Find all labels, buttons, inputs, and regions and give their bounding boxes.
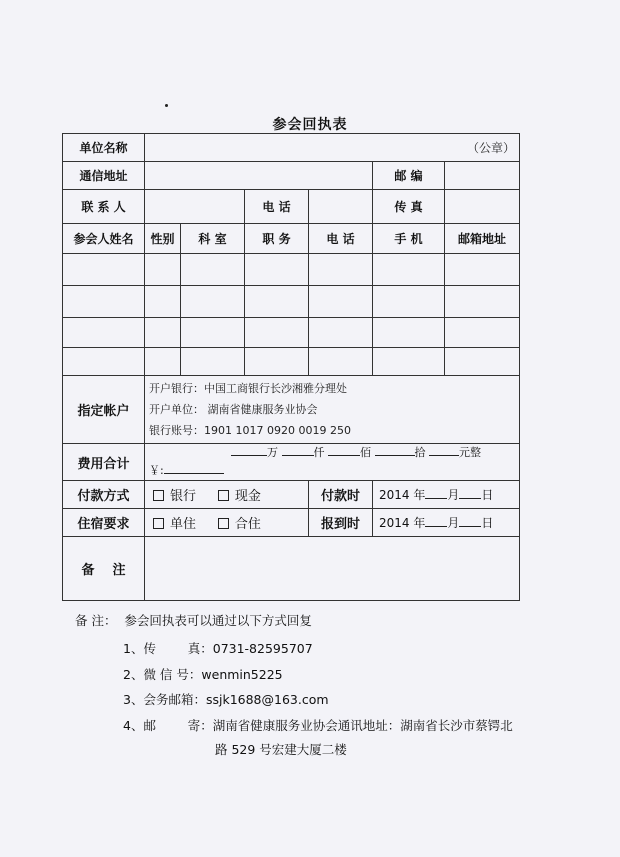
checkbox-icon[interactable] bbox=[218, 518, 229, 529]
fee-field[interactable] bbox=[145, 444, 520, 481]
checkbox-icon[interactable] bbox=[153, 518, 164, 529]
attendee-row bbox=[63, 254, 520, 286]
cell[interactable] bbox=[63, 348, 145, 376]
header-department: 科 室 bbox=[181, 224, 245, 254]
unit-shi: 拾 bbox=[414, 446, 426, 459]
cell[interactable] bbox=[63, 286, 145, 318]
note-mail: 4、邮 寄：湖南省健康服务业协会通讯地址：湖南省长沙市蔡锷北 bbox=[123, 718, 513, 733]
seal-note: （公章） bbox=[467, 141, 516, 155]
cell[interactable] bbox=[245, 254, 309, 286]
header-email: 邮箱地址 bbox=[445, 224, 520, 254]
checkbox-icon[interactable] bbox=[153, 490, 164, 501]
yuan-symbol: ￥: bbox=[149, 464, 164, 477]
unit-name-field[interactable] bbox=[145, 134, 520, 162]
contact-label: 联 系 人 bbox=[63, 190, 145, 224]
attendee-row bbox=[63, 286, 520, 318]
date-day: 日 bbox=[481, 516, 494, 530]
header-mobile: 手 机 bbox=[373, 224, 445, 254]
fax-label: 传 真 bbox=[373, 190, 445, 224]
payment-options bbox=[145, 481, 309, 509]
date-month: 月 bbox=[447, 516, 460, 530]
cell[interactable] bbox=[309, 348, 373, 376]
cell[interactable] bbox=[181, 318, 245, 348]
attendee-row bbox=[63, 348, 520, 376]
reply-notes bbox=[75, 613, 575, 757]
cell[interactable] bbox=[373, 348, 445, 376]
date-month: 月 bbox=[447, 488, 460, 502]
option-label: 合住 bbox=[234, 517, 261, 532]
cell[interactable] bbox=[181, 348, 245, 376]
cell[interactable] bbox=[309, 254, 373, 286]
date-year: 2014 年 bbox=[379, 516, 426, 530]
notes-heading: 备 注： 参会回执表可以通过以下方式回复 bbox=[75, 613, 312, 628]
payment-date-field[interactable] bbox=[373, 481, 520, 509]
postcode-field[interactable] bbox=[445, 162, 520, 190]
unit-wan: 万 bbox=[267, 446, 278, 459]
cell[interactable] bbox=[181, 286, 245, 318]
payment-label: 付款方式 bbox=[63, 481, 145, 509]
unit-name-label: 单位名称 bbox=[63, 134, 145, 162]
cell[interactable] bbox=[445, 348, 520, 376]
contact-field[interactable] bbox=[145, 190, 245, 224]
address-label: 通信地址 bbox=[63, 162, 145, 190]
header-phone: 电 话 bbox=[309, 224, 373, 254]
remark-label: 备 注 bbox=[63, 537, 145, 601]
note-fax: 1、传 真：0731-82595707 bbox=[123, 641, 313, 656]
cell[interactable] bbox=[373, 286, 445, 318]
cell[interactable] bbox=[445, 254, 520, 286]
form-title: 参会回执表 bbox=[272, 117, 348, 133]
cell[interactable] bbox=[245, 286, 309, 318]
postcode-label: 邮 编 bbox=[373, 162, 445, 190]
note-mail-continuation: 路 529 号宏建大厦二楼 bbox=[215, 742, 347, 757]
cell[interactable] bbox=[145, 286, 181, 318]
header-name: 参会人姓名 bbox=[63, 224, 145, 254]
cell[interactable] bbox=[63, 318, 145, 348]
lodging-single-option[interactable] bbox=[153, 513, 196, 532]
cell[interactable] bbox=[245, 318, 309, 348]
cell[interactable] bbox=[145, 254, 181, 286]
remark-field[interactable] bbox=[145, 537, 520, 601]
phone-label: 电 话 bbox=[245, 190, 309, 224]
attendee-header-row bbox=[63, 224, 520, 254]
lodging-options bbox=[145, 509, 309, 537]
fax-field[interactable] bbox=[445, 190, 520, 224]
unit-qian: 仟 bbox=[313, 446, 325, 459]
option-label: 银行 bbox=[170, 489, 197, 504]
unit-yuan: 元整 bbox=[459, 446, 481, 459]
address-field[interactable] bbox=[145, 162, 373, 190]
cell[interactable] bbox=[145, 318, 181, 348]
option-label: 现金 bbox=[234, 489, 261, 504]
account-details bbox=[145, 376, 520, 444]
cell[interactable] bbox=[245, 348, 309, 376]
scan-speck bbox=[165, 104, 168, 107]
payment-time-label: 付款时 bbox=[309, 481, 373, 509]
checkin-date-field[interactable] bbox=[373, 509, 520, 537]
date-year: 2014 年 bbox=[379, 488, 426, 502]
option-label: 单住 bbox=[170, 517, 197, 532]
cell[interactable] bbox=[63, 254, 145, 286]
account-label: 指定帐户 bbox=[63, 376, 145, 444]
lodging-label: 住宿要求 bbox=[63, 509, 145, 537]
fee-label: 费用合计 bbox=[63, 444, 145, 481]
cell[interactable] bbox=[445, 286, 520, 318]
cell[interactable] bbox=[373, 318, 445, 348]
date-day: 日 bbox=[481, 488, 494, 502]
phone-field[interactable] bbox=[309, 190, 373, 224]
header-position: 职 务 bbox=[245, 224, 309, 254]
cell[interactable] bbox=[309, 286, 373, 318]
cell[interactable] bbox=[373, 254, 445, 286]
checkbox-icon[interactable] bbox=[218, 490, 229, 501]
header-gender: 性别 bbox=[145, 224, 181, 254]
bank-name: 开户银行：中国工商银行长沙湘雅分理处 bbox=[149, 382, 347, 395]
unit-bai: 佰 bbox=[360, 446, 371, 459]
note-wechat: 2、微 信 号：wenmin5225 bbox=[123, 667, 283, 682]
payment-bank-option[interactable] bbox=[153, 485, 196, 504]
attendee-row bbox=[63, 318, 520, 348]
lodging-shared-option[interactable] bbox=[218, 513, 261, 532]
account-number: 银行账号：1901 1017 0920 0019 250 bbox=[149, 424, 351, 437]
account-holder: 开户单位： 湖南省健康服务业协会 bbox=[149, 403, 318, 416]
cell[interactable] bbox=[145, 348, 181, 376]
cell[interactable] bbox=[181, 254, 245, 286]
payment-cash-option[interactable] bbox=[218, 485, 261, 504]
cell[interactable] bbox=[309, 318, 373, 348]
note-email: 3、会务邮箱：ssjk1688@163.com bbox=[123, 692, 329, 707]
receipt-form-table bbox=[62, 133, 520, 601]
cell[interactable] bbox=[445, 318, 520, 348]
checkin-time-label: 报到时 bbox=[309, 509, 373, 537]
